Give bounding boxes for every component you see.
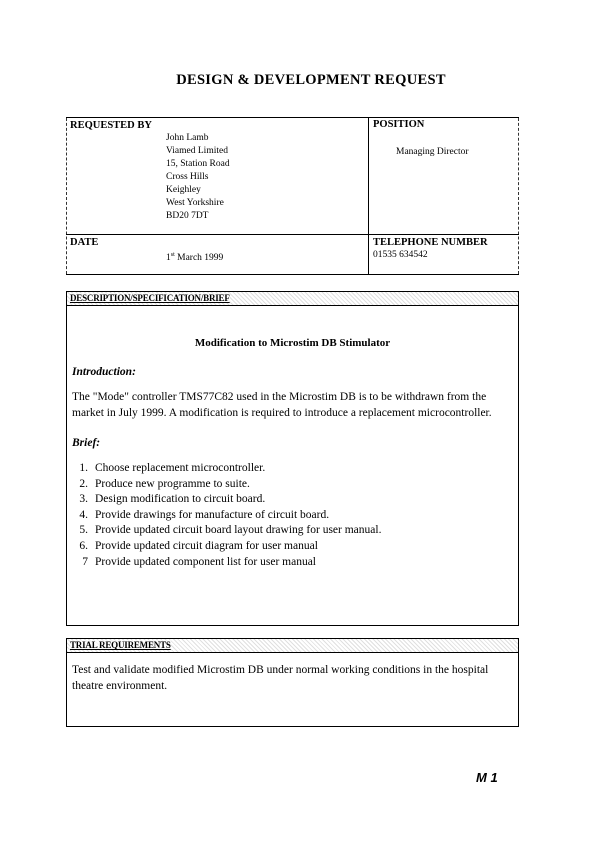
brief-item (67, 508, 518, 524)
date-month-year: March 1999 (174, 253, 224, 264)
introduction-text: The "Mode" controller TMS77C82 used in the Microstim DB is to be withdrawn from the market in July 1999. A modification is required to introduce a replacement microcontroller. (72, 391, 492, 419)
description-header (67, 292, 518, 306)
requested-by-address (166, 132, 230, 223)
position-value: Managing Director (396, 147, 469, 157)
address-line: John Lamb (166, 133, 209, 143)
brief-item-number: 2. (79, 477, 88, 490)
brief-heading: Brief: (72, 437, 101, 449)
page-mark: M 1 (476, 770, 498, 785)
brief-item-text: Provide updated circuit diagram for user manual (95, 539, 318, 552)
address-line: Cross Hills (166, 172, 209, 182)
brief-item-number: 7 (82, 555, 88, 568)
date-suffix: st (170, 252, 175, 258)
brief-item-number: 4. (79, 508, 88, 521)
introduction-heading: Introduction: (72, 366, 136, 378)
brief-item-number: 3. (79, 493, 88, 506)
telephone-value: 01535 634542 (373, 250, 428, 260)
table-right-border (518, 118, 519, 274)
table-column-divider (368, 118, 369, 274)
brief-item-text: Provide updated circuit board layout drawing for user manual. (95, 524, 382, 537)
table-row-divider (66, 234, 519, 235)
trial-requirements-box (66, 638, 519, 727)
trial-requirements-header-label: TRIAL REQUIREMENTS (70, 640, 171, 650)
address-line: 15, Station Road (166, 159, 230, 169)
address-line: BD20 7DT (166, 211, 209, 221)
requested-by-label: REQUESTED BY (70, 120, 152, 131)
brief-item-number: 1. (79, 462, 88, 474)
brief-item (67, 539, 518, 555)
position-label: POSITION (373, 119, 425, 130)
brief-item (67, 555, 518, 571)
trial-requirements-header (67, 639, 518, 653)
description-title: Modification to Microstim DB Stimulator (194, 337, 391, 349)
document-title: DESIGN & DEVELOPMENT REQUEST (176, 72, 446, 88)
telephone-label: TELEPHONE NUMBER (373, 237, 488, 248)
brief-list (67, 461, 518, 570)
brief-item (67, 477, 518, 493)
brief-item-text: Choose replacement microcontroller. (95, 462, 266, 474)
table-left-border (66, 118, 67, 274)
brief-item-number: 6. (79, 539, 88, 552)
description-header-label: DESCRIPTION/SPECIFICATION/BRIEF (70, 293, 230, 303)
address-line: Keighley (166, 185, 201, 195)
requester-info-table (66, 117, 519, 275)
brief-item-text: Produce new programme to suite. (95, 477, 250, 490)
brief-item (67, 492, 518, 508)
brief-item (67, 461, 518, 477)
brief-item-text: Provide updated component list for user manual (95, 555, 317, 568)
description-box (66, 291, 519, 626)
address-line: Viamed Limited (166, 146, 228, 156)
date-label: DATE (70, 237, 99, 248)
date-day: 1 (166, 253, 171, 264)
brief-item-text: Provide drawings for manufacture of circuit board. (95, 508, 330, 521)
date-value (166, 249, 223, 265)
brief-item-number: 5. (79, 524, 88, 537)
brief-item-text: Design modification to circuit board. (95, 493, 266, 506)
trial-requirements-text: Test and validate modified Microstim DB under normal working conditions in the hospital theatre environment. (72, 664, 489, 692)
address-line: West Yorkshire (166, 198, 224, 208)
brief-item (67, 523, 518, 539)
